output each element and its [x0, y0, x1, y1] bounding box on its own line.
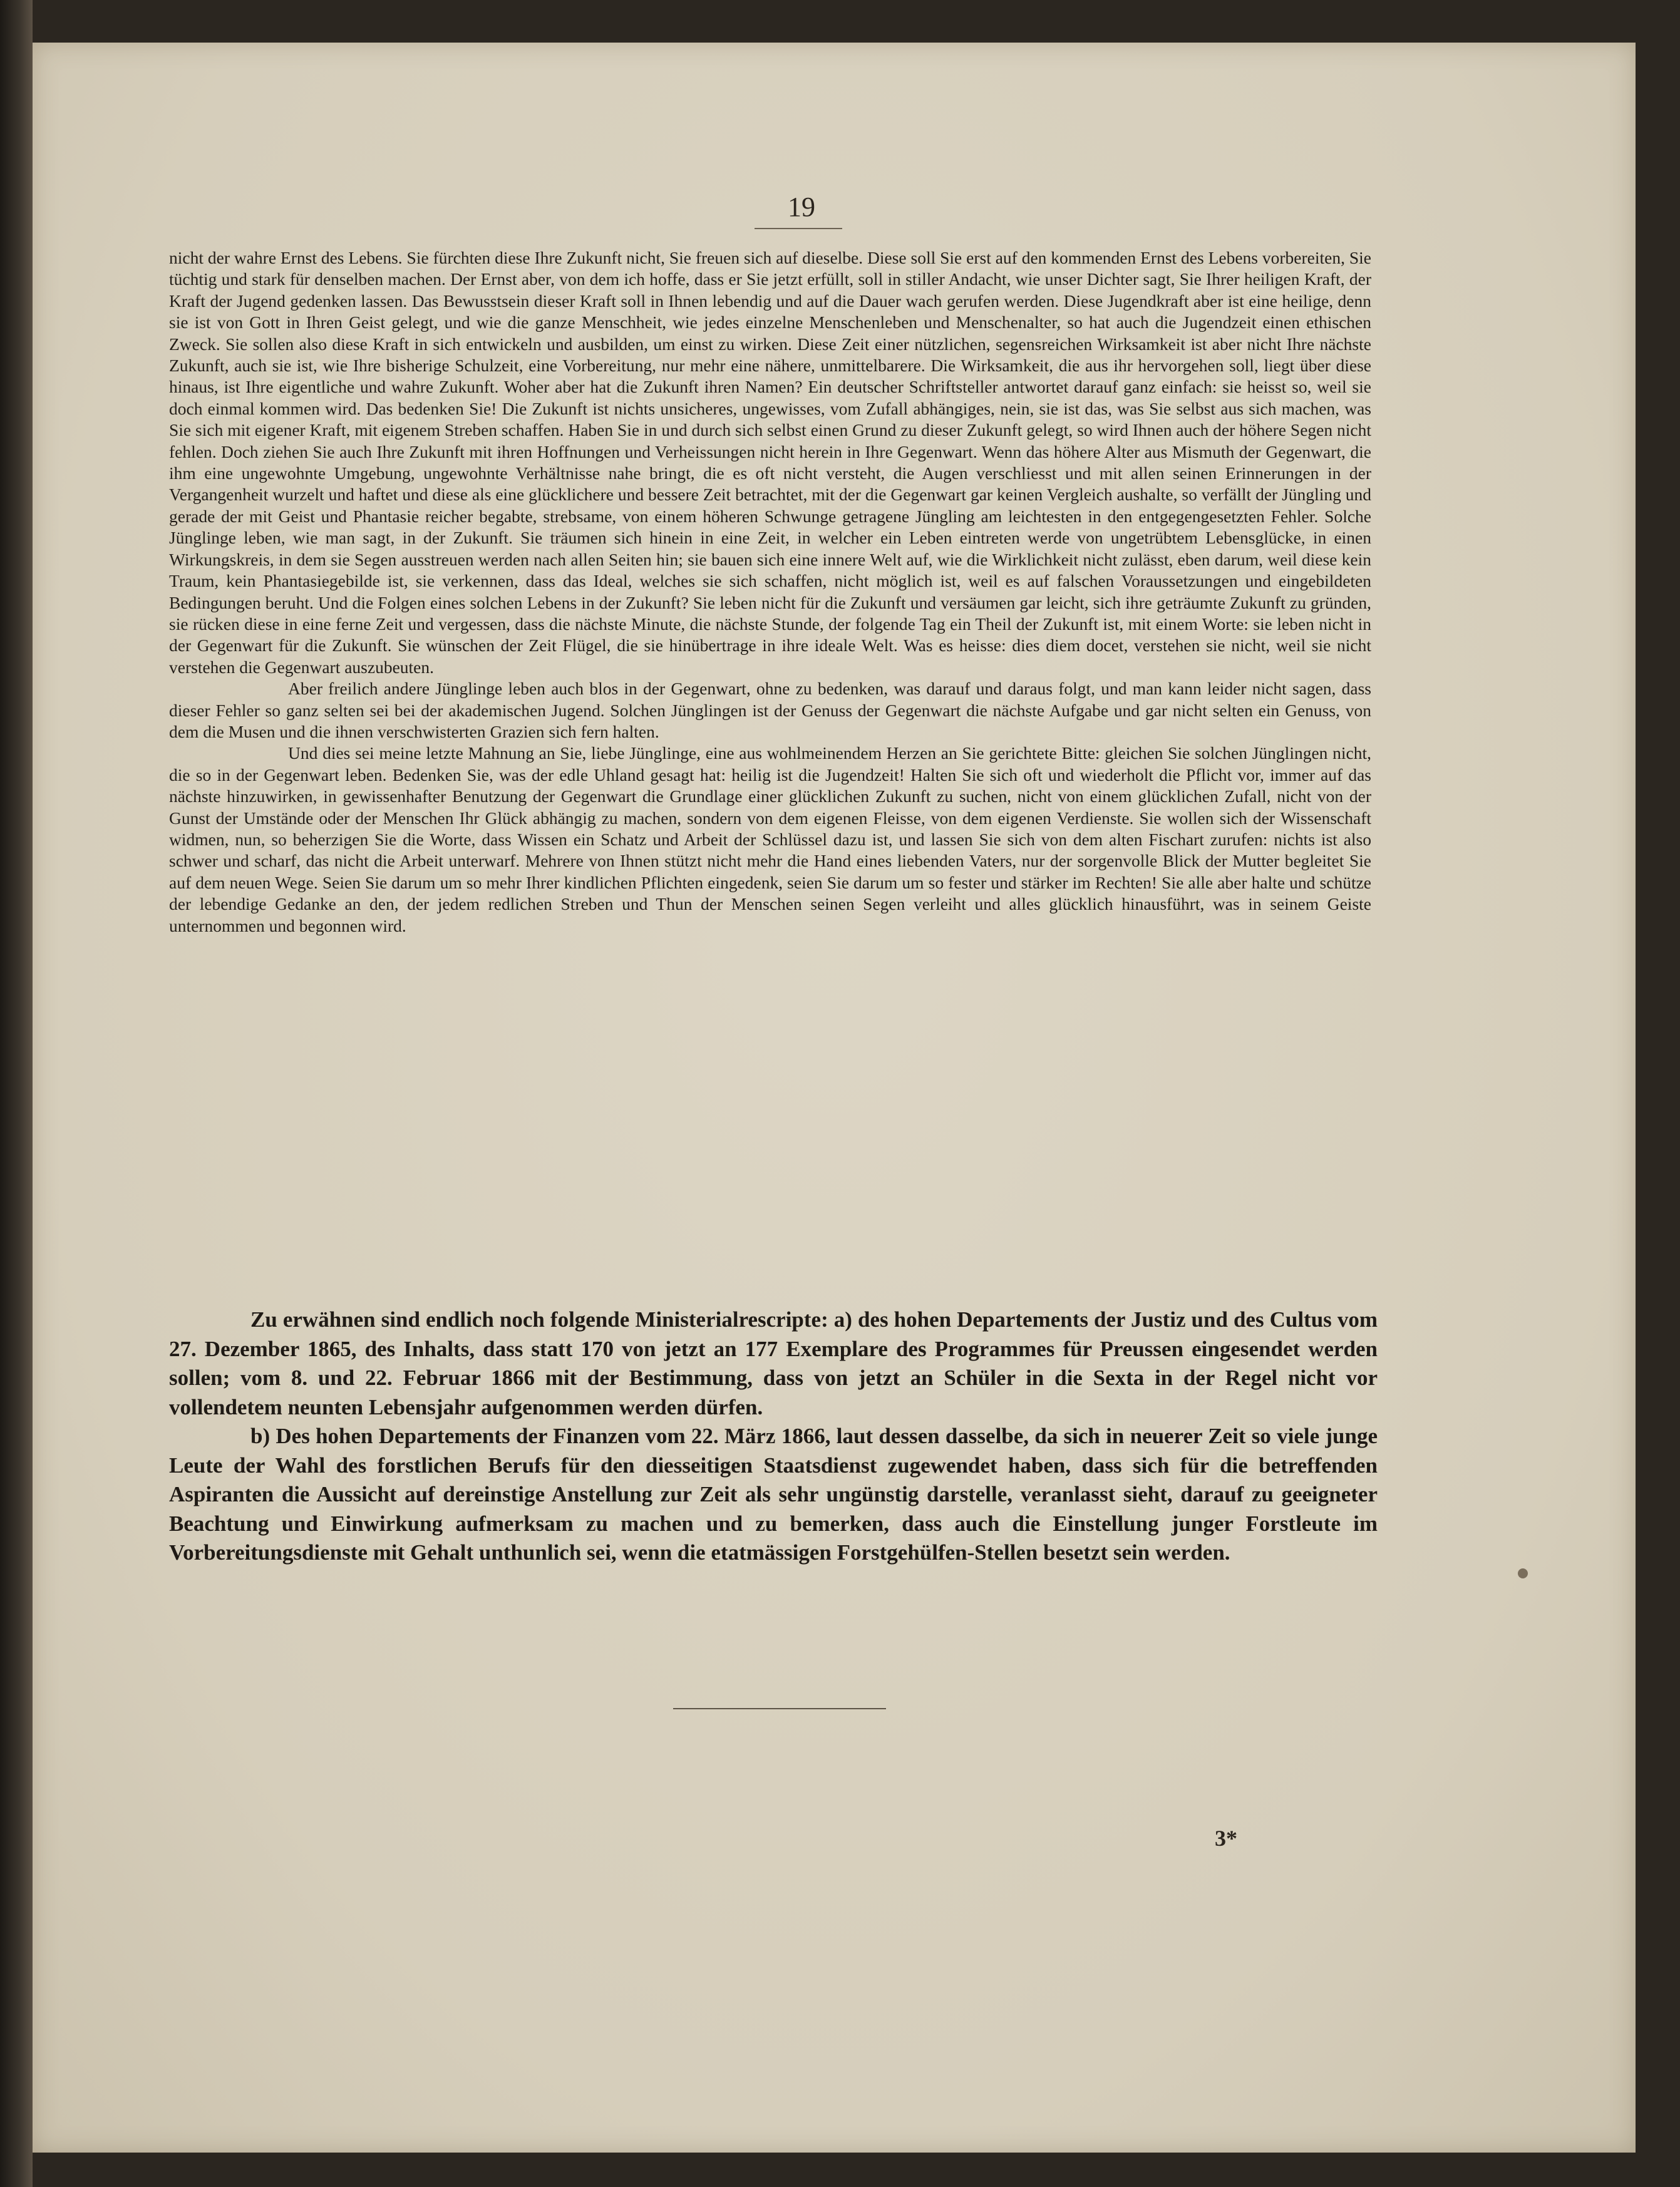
binding-hole-mark: [1518, 1568, 1528, 1578]
speech-text-block: [169, 247, 1371, 937]
closing-rule: [673, 1708, 886, 1709]
rescript-paragraph-a: Zu erwähnen sind endlich noch folgende Ministerialrescripte: a) des hohen Departements der Justiz und des Cultus vom 27. Dezember 1865, des Inhalts, dass statt 170 von jetzt an 177 Exemplare des Programmes für Preussen eingesendet werden sollen; vom 8. und 22. Februar 1866 mit der Bestimmung, dass von jetzt an Schüler in die Sexta in der Regel nicht vor vollendetem neunten Lebensjahr aufgenommen werden dürfen.: [169, 1307, 1378, 1419]
paragraph-3: Und dies sei meine letzte Mahnung an Sie, liebe Jünglinge, eine aus wohlmeinendem Herzen an Sie gerichtete Bitte: gleichen Sie solchen Jünglingen nicht, die so in der Gegenwart leben. Bedenken Sie, was der edle Uhland gesagt hat: heilig ist die Jugendzeit! Halten Sie sich oft und wiederholt die Pflicht vor, immer auf das nächste hinzuwirken, in gewissenhafter Benutzung der Gegenwart die Grundlage einer glücklichen Zukunft zu suchen, nicht von einem glücklichen Zufall, nicht von der Gunst der Umstände oder der Menschen Ihr Glück abhängig zu machen, sondern von dem eigenen Fleisse, von dem eigenen Verdienste. Sie wollen sich der Wissenschaft widmen, nun, so beherzigen Sie die Worte, dass Wissen ein Schatz und Arbeit der Schlüssel dazu ist, und lassen Sie sich von dem alten Fischart zurufen: nichts ist also schwer und scharf, das nicht die Arbeit unterwarf. Mehrere von Ihnen stützt nicht mehr die Hand eines liebenden Vaters, nur der sorgenvolle Blick der Mutter begleitet Sie auf dem neuen Wege. Seien Sie darum um so mehr Ihrer kindlichen Pflichten eingedenk, seien Sie darum um so fester und stärker im Rechten! Sie alle aber halte und schütze der lebendige Gedanke an den, der jedem redlichen Streben und Thun der Menschen seinen Segen verleiht und alles glücklich hinausführt, was in seinem Geiste unternommen und begonnen wird.: [169, 743, 1371, 935]
printer-signature-mark: 3*: [1215, 1826, 1237, 1851]
rescripts-text-block: [169, 1305, 1378, 1568]
page-number-rule: [755, 228, 842, 229]
scan-left-edge: [0, 0, 33, 2187]
page-number: 19: [788, 192, 815, 222]
paragraph-2: Aber freilich andere Jünglinge leben auch blos in der Gegenwart, ohne zu bedenken, was darauf und daraus folgt, und man kann leider nicht sagen, dass dieser Fehler so ganz selten sei bei der akademischen Jugend. Solchen Jünglingen ist der Genuss der Gegenwart die nächste Aufgabe und gar nicht selten ein Genuss, von dem die Musen und die ihnen verschwisterten Grazien sich fern halten.: [169, 679, 1371, 741]
paragraph-1: nicht der wahre Ernst des Lebens. Sie fürchten diese Ihre Zukunft nicht, Sie freuen sich auf dieselbe. Diese soll Sie erst auf den kommenden Ernst des Lebens vorbereiten, Sie tüchtig und stark für denselben machen. Der Ernst aber, von dem ich hoffe, dass er Sie jetzt erfüllt, soll in stiller Andacht, wie unser Dichter sagt, Sie Ihrer heiligen Kraft, der Kraft der Jugend gedenken lassen. Das Bewusstsein dieser Kraft soll in Ihnen lebendig und auf die Dauer wach gerufen werden. Diese Jugendkraft aber ist eine heilige, denn sie ist von Gott in Ihren Geist gelegt, und wie die ganze Menschheit, wie jedes einzelne Menschenleben und Menschenalter, so hat auch die Jugendzeit einen ethischen Zweck. Sie sollen also diese Kraft in sich entwickeln und ausbilden, um einst zu wirken. Diese Zeit einer nützlichen, segensreichen Wirksamkeit ist aber nicht Ihre nächste Zukunft, auch sie ist, wie Ihre bisherige Schulzeit, eine Vorbereitung, nur mehr eine nähere, unmittelbarere. Die Wirksamkeit, die aus ihr hervorgehen soll, liegt über diese hinaus, ist Ihre eigentliche und wahre Zukunft. Woher aber hat die Zukunft ihren Namen? Ein deutscher Schriftsteller antwortet darauf ganz einfach: sie heisst so, weil sie doch einmal kommen wird. Das bedenken Sie! Die Zukunft ist nichts unsicheres, ungewisses, vom Zufall abhängiges, nein, sie ist das, was Sie selbst aus sich machen, was Sie sich mit eigener Kraft, mit eigenem Streben schaffen. Haben Sie in und durch sich selbst einen Grund zu dieser Zukunft gelegt, so wird Ihnen auch der höhere Segen nicht fehlen. Doch ziehen Sie auch Ihre Zukunft mit ihren Hoffnungen und Verheissungen nicht herein in Ihre Gegenwart. Wenn das höhere Alter aus Mismuth der Gegenwart, die ihm eine ungewohnte Umgebung, ungewohnte Verhältnisse nahe bringt, die es oft nicht versteht, die Augen verschliesst und mit allen seinen Erinnerungen in der Vergangenheit wurzelt und haftet und diese als eine glücklichere und bessere Zeit betrachtet, mit der die Gegenwart gar keinen Vergleich aushalte, so verfällt der Jüngling und gerade der mit Geist und Phantasie reicher begabte, strebsame, von einem höheren Schwunge getragene Jüngling am leichtesten in den entgegengesetzten Fehler. Solche Jünglinge leben, wie man sagt, in der Zukunft. Sie träumen sich hinein in eine Zeit, in welcher ein Leben eintreten werde von ungetrübtem Lebensglücke, in einen Wirkungskreis, in dem sie Segen ausstreuen werden nach allen Seiten hin; sie bauen sich eine innere Welt auf, wie die Wirklichkeit nicht zulässt, eben darum, weil diese kein Traum, kein Phantasiegebilde ist, sie verkennen, dass das Ideal, welches sie sich schaffen, nicht möglich ist, weil es auf falschen Voraussetzungen und eingebildeten Bedingungen beruht. Und die Folgen eines solchen Lebens in der Zukunft? Sie leben nicht für die Zukunft und versäumen gar leicht, sich ihre geträumte Zukunft zu gründen, sie rücken diese in eine ferne Zeit und vergessen, dass die nächste Minute, die nächste Stunde, der folgende Tag ein Theil der Zukunft ist, mit einem Worte: sie leben nicht in der Gegenwart für die Zukunft. Sie wünschen der Zeit Flügel, die sie hinübertrage in ihre ideale Welt. Was es heisse: dies diem docet, verstehen sie nicht, weil sie nicht verstehen die Gegenwart auszubeuten.: [169, 248, 1371, 677]
rescript-paragraph-b: b) Des hohen Departements der Finanzen vom 22. März 1866, laut dessen dasselbe, da sich in neuerer Zeit so viele junge Leute der Wahl des forstlichen Berufs für den diesseitigen Staatsdienst zugewendet haben, dass sich für die betreffenden Aspiranten die Aussicht auf dereinstige Anstellung zur Zeit als sehr ungünstig darstelle, veranlasst sieht, darauf zu geeigneter Beachtung und Einwirkung aufmerksam zu machen und zu bemerken, dass auch die Einstellung junger Forstleute im Vorbereitungsdienste mit Gehalt unthunlich sei, wenn die etatmässigen Forstgehülfen-Stellen besetzt sein werden.: [169, 1424, 1378, 1565]
